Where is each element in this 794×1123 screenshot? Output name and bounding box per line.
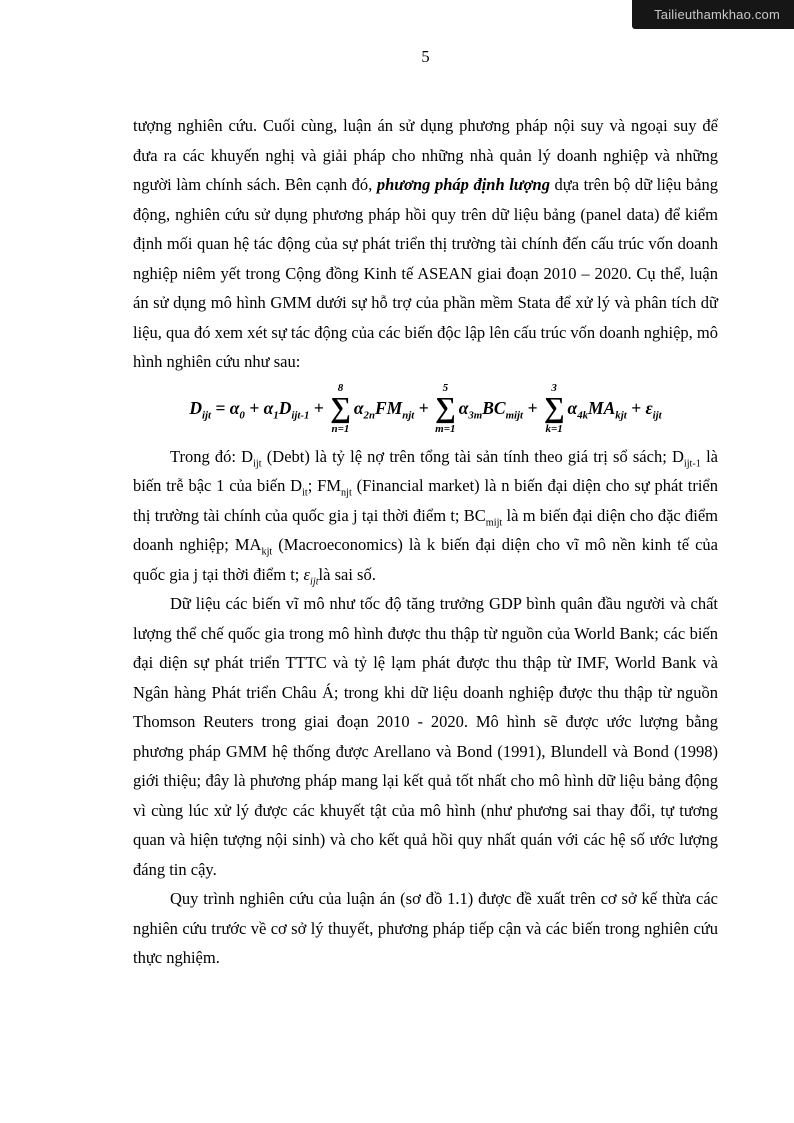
formula-gmm-equation bbox=[133, 382, 718, 435]
summation-symbol: 3 ∑ k=1 bbox=[543, 381, 565, 435]
formula-term: $D_{ijt} = \alpha_0 + \alpha_1D_{ijt-1}$ + bbox=[189, 398, 329, 422]
formula-term: + bbox=[523, 398, 542, 419]
summation-symbol: 5 ∑ m=1 bbox=[435, 381, 456, 435]
paragraph-variable-definitions: Trong đó: $D_{ijt}$ (Debt) là tỷ lệ nợ trên tổng tài sản tính theo giá trị sổ sách; $D_{ijt-1}$ là biến trễ bậc 1 của biến $D_{it}$; $FM_{njt}$ (Financial market) là n biến đại diện cho sự phát triển thị trường tài chính của quốc gia j tại thời điểm t; $BC_{mijt}$ là m biến đại diện cho đặc điểm doanh nghiệp; $MA_{kjt}$ (Macroeconomics) là k biến đại diện cho vĩ mô nền kinh tế của quốc gia j tại thời điểm t; $\varepsilon_{ijt}là$ sai số. bbox=[133, 446, 718, 587]
watermark-banner: Tailieuthamkhao.com bbox=[632, 0, 794, 29]
summation-symbol: 8 ∑ n=1 bbox=[330, 381, 351, 435]
document-body bbox=[133, 111, 718, 973]
paragraph-methodology: tượng nghiên cứu. Cuối cùng, luận án sử dụng phương pháp nội suy và ngoại suy để đưa ra các khuyến nghị và giải pháp cho những nhà quản lý doanh nghiệp và những người làm chính sách. Bên cạnh đó, phương pháp định lượng dựa trên bộ dữ liệu bảng động, nghiên cứu sử dụng phương pháp hồi quy trên dữ liệu bảng (panel data) để kiểm định mối quan hệ tác động của sự phát triển thị trường tài chính đến cấu trúc vốn doanh nghiệp niêm yết trong Cộng đồng Kinh tế ASEAN giai đoạn 2010 – 2020. Cụ thể, luận án sử dụng mô hình GMM dưới sự hỗ trợ của phần mềm Stata để xử lý và phân tích dữ liệu, qua đó xem xét sự tác động của các biến độc lập lên cấu trúc vốn doanh nghiệp, mô hình nghiên cứu như sau: bbox=[133, 116, 718, 371]
formula-term: $\alpha_{2n}FM_{njt}$ bbox=[353, 398, 415, 422]
page-number: 5 bbox=[421, 47, 430, 66]
formula-term: + $\varepsilon_{ijt}$ bbox=[626, 398, 662, 422]
formula-term: $\alpha_{3m}BC_{mijt}$ bbox=[458, 398, 524, 422]
paragraph-data-sources: Dữ liệu các biến vĩ mô như tốc độ tăng trưởng GDP bình quân đầu người và chất lượng thể chế quốc gia trong mô hình được thu thập từ nguồn của World Bank; các biến đại diện sự phát triển TTTC và tỷ lệ lạm phát được thu thập từ IMF, World Bank và Ngân hàng Phát triển Châu Á; trong khi dữ liệu doanh nghiệp được thu thập từ nguồn Thomson Reuters trong giai đoạn 2010 - 2020. Mô hình sẽ được ước lượng bằng phương pháp GMM hệ thống được Arellano và Bond (1991), Blundell và Bond (1998) giới thiệu; đây là phương pháp mang lại kết quả tốt nhất cho mô hình dữ liệu bảng động vì cùng lúc xử lý được các khuyết tật của mô hình (như phương sai thay đổi, tự tương quan và hiện tượng nội sinh) và cho kết quả hồi quy nhất quán với các hệ số ước lượng đáng tin cậy. bbox=[133, 594, 718, 879]
paragraph-research-process: Quy trình nghiên cứu của luận án (sơ đồ 1.1) được đề xuất trên cơ sở kế thừa các nghiên cứu trước về cơ sở lý thuyết, phương pháp tiếp cận và các biến trong nghiên cứu thực nghiệm. bbox=[133, 889, 718, 968]
formula-term: $\alpha_{4k}MA_{kjt}$ bbox=[567, 398, 627, 422]
formula-term: + bbox=[414, 398, 433, 419]
